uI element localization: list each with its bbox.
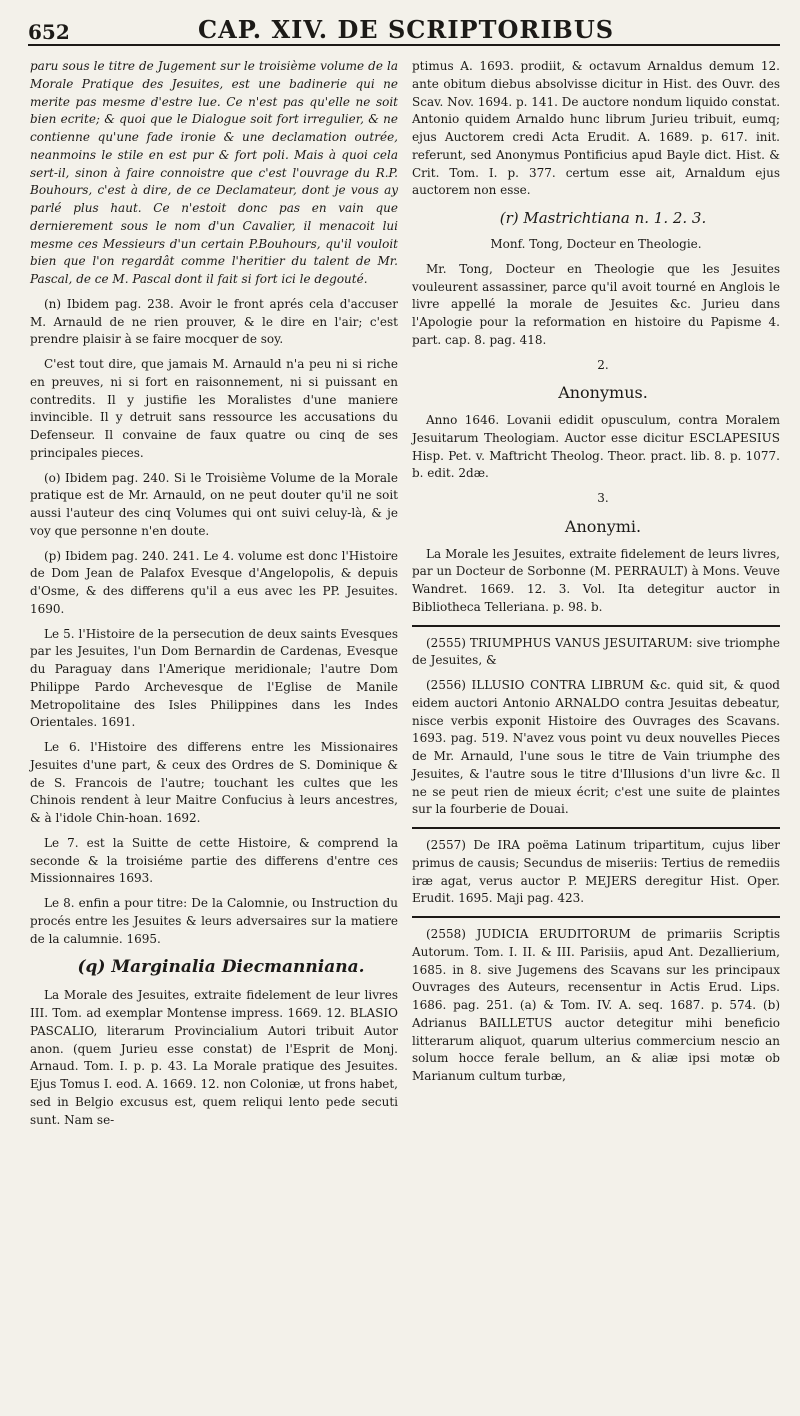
- subheading: Monf. Tong, Docteur en Theologie.: [490, 237, 702, 252]
- section-divider: [412, 625, 780, 627]
- paragraph: Le 5. l'Histoire de la persecution de deux saints Evesques par les Jesuites, l'un Dom Bernardin de Cardenas, Evesque du Paraguay dans l'Amerique meridionale; l'autre Dom Philippe Pardo Archevesque de l'Eglise de Manile Metropolitaine des Isles Philippines dans les Indes Orientales. 1691.: [30, 626, 398, 730]
- entry-2556: (2556) ILLUSIO CONTRA LIBRUM &c. quid sit, & quod eidem auctori Antonio ARNALDO contra Jesuitas debeatur, nisce verbis exponit Histoire des Ouvrages des Scavans. 1693. pag. 519. N'avez vous point vu deux nouvelles Pieces de Mr. Arnauld, l'une sous le titre de Vain triumphe des Jesuites, & l'autre sous le titre d'Illusions d'un livre &c. Il ne se peut rien de mieux écrit; c'est une suite de plaintes sur la fourberie de Douai.: [412, 678, 780, 817]
- paragraph: Le 8. enfin a pour titre: De la Calomnie, ou Instruction du procés entre les Jesuites & leurs adversaires sur la matiere de la calumnie. 1695.: [30, 896, 398, 946]
- paragraph: Mr. Tong, Docteur en Theologie que les Jesuites vouleurent assassiner, parce qu'il avoit tourné en Anglois le livre appellé la morale de Jesuites &c. Jurieu dans l'Apologie pour la reformation en histoire du Papisme 4. part. cap. 8. pag. 418.: [412, 261, 780, 347]
- running-title: CAP. XIV. DE SCRIPTORIBUS: [198, 15, 615, 44]
- paragraph: La Morale des Jesuites, extraite fidelement de leur livres III. Tom. ad exemplar Montense impress. 1669. 12. BLASIO PASCALIO, literarum Provincialium Autori tribuit Autor anon. (quem Jurieu esse constat) de l'Esprit de Monj. Arnaud. Tom. I. p. p. 43. La Morale pratique des Jesuites. Ejus Tomus I. eod. A. 1669. 12. non Coloniæ, ut frons habet, sed in Belgio excusus est, quem reliqui lento pede secuti sunt. Nam se-: [30, 988, 398, 1127]
- entry-2557: (2557) De IRA poëma Latinum tripartitum, cujus liber primus de causis; Secundus de miseriis: Tertius de remediis iræ agat, verus auctor P. MEJERS deregitur Hist. Oper. Erudit. 1695. Maji pag. 423.: [412, 838, 780, 906]
- paragraph: paru sous le titre de Jugement sur le troisième volume de la Morale Pratique des Jesuites, est une badinerie qui ne merite pas mesme d'estre lue. Ce n'est pas qu'elle ne soit bien ecrite; & quoi que le Dialogue soit fort irregulier, & ne contienne qu'une fade ironie & une declamation outrée, neanmoins le stile en est pur & fort poli. Mais à quoi cela sert-il, sinon à faire connoistre que c'est l'ouvrage du R.P. Bouhours, c'est à dire, de ce Declamateur, dont je vous ay parlé plus haut. Ce n'estoit donc pas en vain que dernierement sous le nom d'un Cavalier, il menacoit lui mesme ces Messieurs d'un certain P.Bouhours, qu'il vouloit bien que l'on regardât comme l'heritier du talent de Mr. Pascal, de ce M. Pascal dont il fait si fort ici le degouté.: [30, 59, 398, 286]
- entry-number: 3.: [597, 491, 609, 506]
- section-divider: [412, 916, 780, 918]
- section-divider: [412, 827, 780, 829]
- right-column: [412, 58, 780, 1093]
- paragraph: Le 6. l'Histoire des differens entre les Missionaires Jesuites d'une part, & ceux des Ordres de S. Dominique & de S. Francois de l'autre; touchant les cultes que les Chinois rendent à leur Maitre Confucius à leurs ancestres, & à l'idole Chin-hoan. 1692.: [30, 740, 398, 825]
- section-heading-q: (q) Marginalia Diecmanniana.: [77, 957, 365, 978]
- paragraph: ptimus A. 1693. prodiit, & octavum Arnaldus demum 12. ante obitum diebus absolvisse dicitur in Hist. des Ouvr. des Scav. Nov. 1694. p. 141. De auctore nondum liquido constat. Antonio quidem Arnaldo hunc librum Jurieu tribuit, eumq; ejus Auctorem credi Acta Erudit. A. 1689. p. 617. init. referunt, sed Anonymus Pontificius apud Bayle dict. Hist. & Crit. Tom. I. p. 377. certum esse ait, Arnaldum ejus auctorem non esse.: [412, 59, 781, 198]
- entry-number: 2.: [597, 357, 609, 372]
- note-o: (o) Ibidem pag. 240. Si le Troisième Volume de la Morale pratique est de Mr. Arnauld, on ne peut douter qu'il ne soit aussi l'auteur des cinq Volumes qui ont suivi celuy-là, & je voy que personne n'en doute.: [30, 470, 398, 538]
- entry-2555: (2555) TRIUMPHUS VANUS JESUITARUM: sive triomphe de Jesuites, &: [412, 635, 780, 668]
- note-p: (p) Ibidem pag. 240. 241. Le 4. volume est donc l'Histoire de Dom Jean de Palafox Evesque d'Angelopolis, & depuis d'Osme, & des differens qu'il a eus avec les PP. Jesuites. 1690.: [30, 548, 398, 616]
- paragraph: La Morale les Jesuites, extraite fidelement de leurs livres, par un Docteur de Sorbonne (M. PERRAULT) à Mons. Veuve Wandret. 1669. 12. 3. Vol. Ita detegitur auctor in Bibliotheca Telleriana. p. 98. b.: [412, 546, 780, 614]
- left-column: [30, 58, 398, 1136]
- entry-name: Anonymi.: [564, 516, 642, 536]
- note-n: (n) Ibidem pag. 238. Avoir le front aprés cela d'accuser M. Arnauld de ne rien prouver, & le dire en l'air; c'est prendre plaisir à se faire mocquer de soy.: [30, 296, 398, 347]
- paragraph: Anno 1646. Lovanii edidit opusculum, contra Moralem Jesuitarum Theologiam. Auctor esse dicitur ESCLAPESIUS Hisp. Pet. v. Maftricht Theolog. Theor. pract. lib. 8. p. 1077. b. edit. 2dæ.: [412, 413, 780, 481]
- paragraph: C'est tout dire, que jamais M. Arnauld n'a peu ni si riche en preuves, ni si fort en raisonnement, ni si puissant en contredits. Il y justifie les Moralistes d'une maniere invincible. Il y detruit sans ressource les accusations du Defenseur. Il convaine de faux quatre ou cinq de ses principales pieces.: [30, 357, 398, 460]
- page-number: 652: [28, 20, 70, 44]
- running-header: [28, 14, 780, 46]
- section-heading-r: (r) Mastrichtiana n. 1. 2. 3.: [499, 209, 707, 227]
- entry-name: Anonymus.: [558, 383, 648, 403]
- entry-2558: (2558) JUDICIA ERUDITORUM de primariis Scriptis Autorum. Tom. I. II. & III. Parisiis, apud Ant. Dezallierium, 1685. in 8. sive Jugemens des Scavans sur les principaux Ouvrages des Auteurs, recensentur in Actis Erud. Lips. 1686. pag. 251. (a) & Tom. IV. A. seq. 1687. p. 574. (b) Adrianus BAILLETUS auctor detegitur mihi beneficio litterarum aliquot, quarum ulterius commercium nescio an solum hocce ferale bellum, an & aliæ ipsi motæ ob Marianum cultum turbæ,: [412, 927, 780, 1084]
- paragraph: Le 7. est la Suitte de cette Histoire, & comprend la seconde & la troisiéme partie des differens d'entre ces Missionnaires 1693.: [30, 835, 398, 886]
